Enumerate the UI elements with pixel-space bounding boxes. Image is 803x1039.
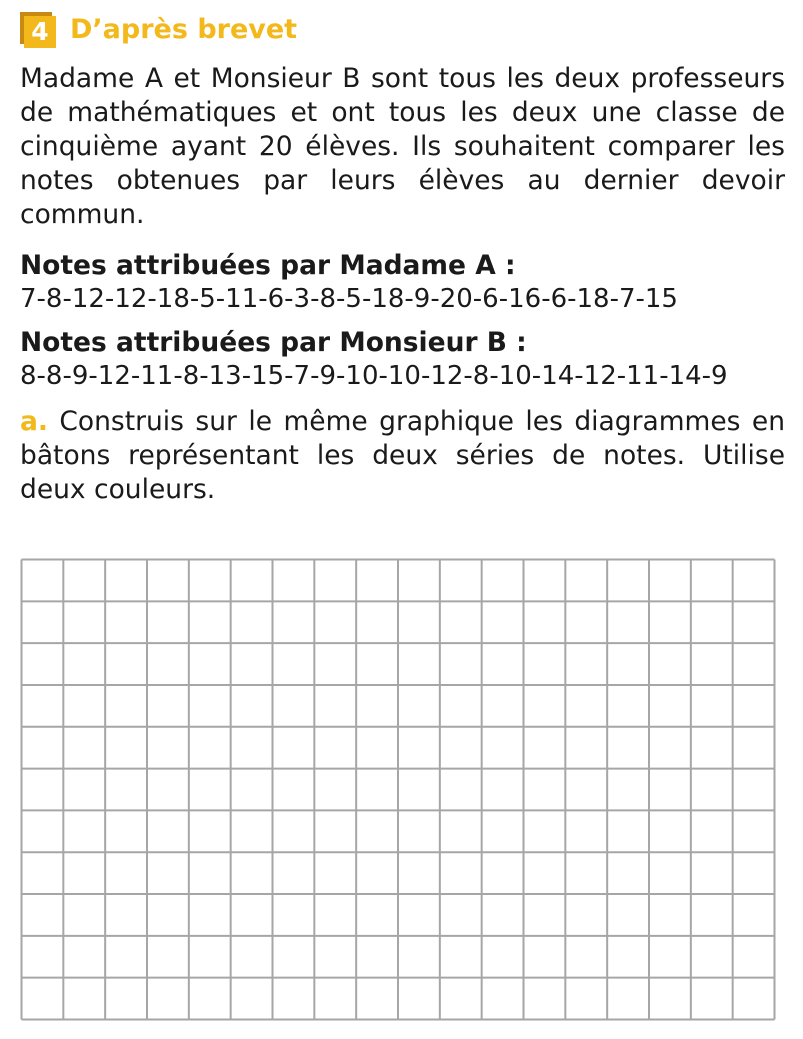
madame-a-heading: Notes attribuées par Madame A : bbox=[20, 250, 516, 281]
exercise-header bbox=[20, 10, 297, 50]
question-a-label: a. bbox=[20, 406, 48, 437]
answer-grid[interactable] bbox=[20, 558, 776, 1022]
exercise-content bbox=[20, 62, 785, 507]
exercise-number-badge bbox=[20, 12, 56, 48]
exercise-title: D’après brevet bbox=[70, 14, 298, 45]
monsieur-b-heading: Notes attribuées par Monsieur B : bbox=[20, 327, 527, 358]
monsieur-b-notes: 8-8-9-12-11-8-13-15-7-9-10-10-12-8-10-14-12-11-14-9 bbox=[20, 361, 728, 391]
madame-a-notes: 7-8-12-12-18-5-11-6-3-8-5-18-9-20-6-16-6-18-7-15 bbox=[20, 284, 678, 314]
question-a-text: Construis sur le même graphique les diagrammes en bâtons représentant les deux séries de notes. Utilise deux couleurs. bbox=[20, 406, 785, 505]
question-a bbox=[20, 405, 785, 507]
intro-paragraph: Madame A et Monsieur B sont tous les deux professeurs de mathématiques et ont tous les deux une classe de cinquième ayant 20 élèves. Ils souhaitent comparer les notes obtenues par leurs élèves au dernier devoir commun. bbox=[20, 63, 785, 230]
exercise-number: 4 bbox=[24, 16, 56, 48]
